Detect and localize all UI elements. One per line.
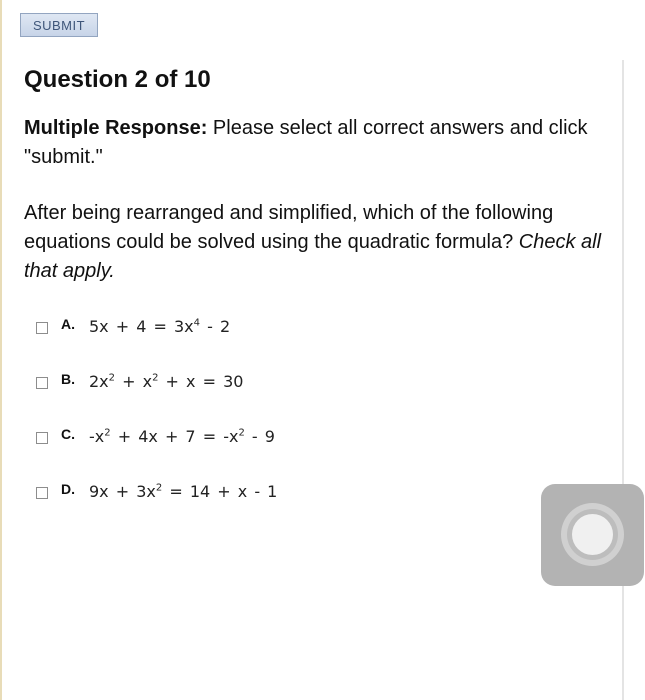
assistive-touch-icon — [561, 503, 624, 566]
right-scroll-rule — [622, 60, 624, 700]
exponent: 2 — [108, 372, 116, 384]
exponent: 4 — [193, 317, 201, 329]
assistive-touch-ring — [567, 509, 618, 560]
exponent: 2 — [152, 372, 159, 384]
question-prompt — [24, 199, 614, 286]
equation-term: = 14 + x - 1 — [162, 481, 278, 501]
option-c-checkbox[interactable] — [36, 432, 48, 444]
equation-term: 9x + 3x — [89, 481, 156, 501]
equation-term: 2x — [89, 371, 109, 391]
exponent: 2 — [238, 427, 245, 439]
prompt-emphasis: Check all that apply. — [24, 231, 602, 282]
option-c-equation — [89, 427, 275, 446]
assistive-touch-button[interactable] — [541, 484, 644, 586]
option-d-checkbox[interactable] — [36, 487, 48, 499]
exponent: 2 — [155, 482, 163, 494]
equation-term: 5x + 4 = 3x — [89, 316, 194, 336]
equation-term: + x — [115, 371, 153, 391]
option-b-checkbox[interactable] — [36, 377, 48, 389]
option-c[interactable] — [36, 424, 275, 448]
submit-button[interactable]: SUBMIT — [20, 13, 98, 37]
option-d-equation — [89, 482, 277, 501]
left-edge-divider — [0, 0, 2, 700]
exponent: 2 — [104, 427, 111, 439]
option-b-letter: B. — [61, 371, 75, 387]
option-c-letter: C. — [61, 426, 75, 442]
instruction-text: Please select all correct answers and click "submit." — [24, 117, 588, 168]
option-a-equation — [89, 317, 230, 336]
option-b-equation — [89, 372, 243, 391]
option-b[interactable] — [36, 369, 243, 393]
equation-term: + x = 30 — [158, 371, 244, 391]
equation-term: - 2 — [200, 316, 231, 336]
equation-term: + 4x + 7 = -x — [110, 426, 239, 446]
option-a-letter: A. — [61, 316, 75, 332]
equation-term: -x — [89, 426, 105, 446]
option-a[interactable] — [36, 314, 230, 338]
instructions — [24, 114, 604, 172]
question-title: Question 2 of 10 — [24, 66, 211, 93]
assistive-touch-center — [572, 514, 613, 555]
option-d[interactable] — [36, 479, 277, 503]
equation-term: - 9 — [244, 426, 275, 446]
instruction-type-label: Multiple Response: — [24, 117, 208, 139]
prompt-text: After being rearranged and simplified, which of the following equations could be solved using the quadratic formula? — [24, 202, 554, 253]
option-a-checkbox[interactable] — [36, 322, 48, 334]
option-d-letter: D. — [61, 481, 75, 497]
